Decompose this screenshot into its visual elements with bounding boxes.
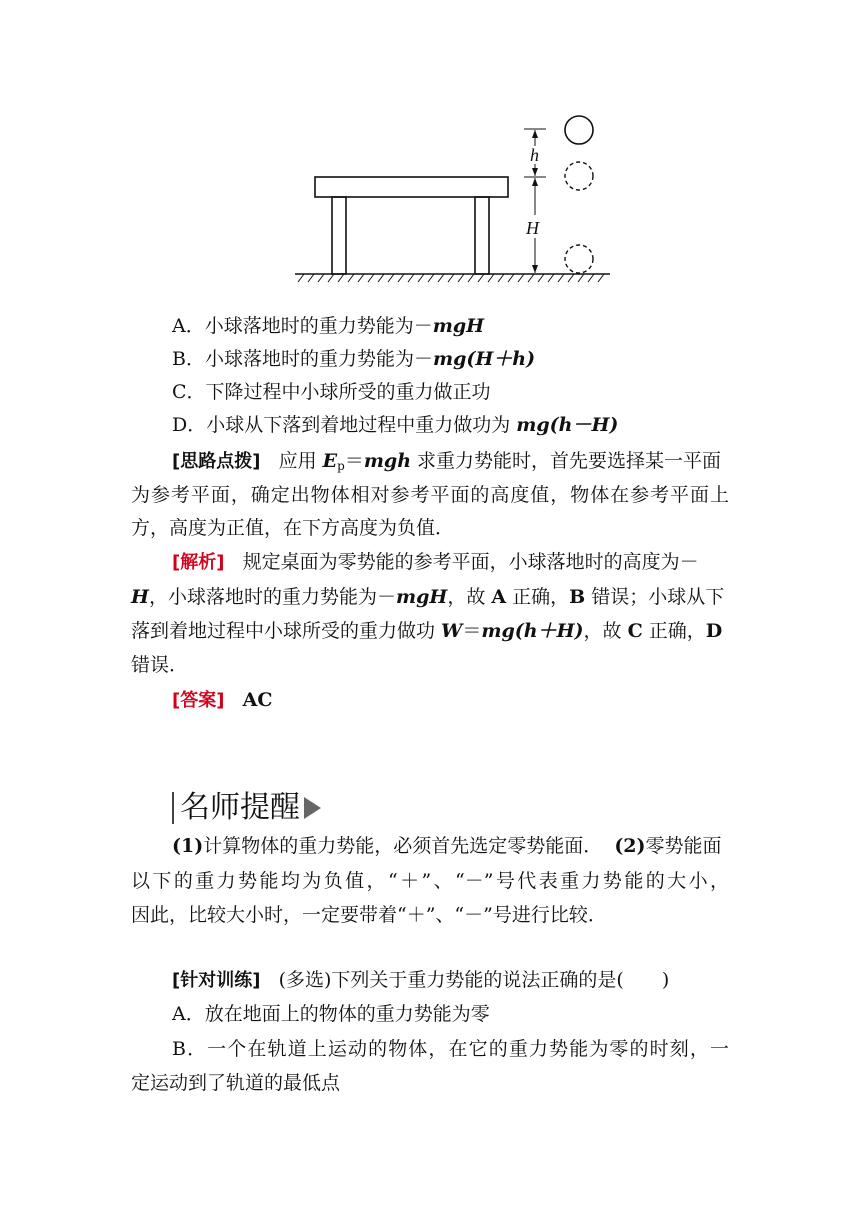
ball-ground [565,245,593,273]
analysis-line-1 [172,548,729,577]
analysis-text-2c: 正确， [506,586,570,608]
arrow-H-bottom [532,265,538,273]
training-option-a: A．放在地面上的物体的重力势能为零 [172,1003,490,1025]
analysis-text-2d: 错误；小球从下 [585,586,725,608]
ball-start [565,116,593,144]
arrow-H-top [532,178,538,186]
table-leg-right [475,197,489,274]
table-ball-diagram [290,110,620,290]
training-option-b-line-1: B．一个在轨道上运动的物体，在它的重力势能为零的时刻，一 [172,1038,729,1060]
hint-line-3: 方，高度为正值，在下方高度为负值． [131,517,455,539]
label-H: H [526,218,539,238]
reminder-line-1 [172,832,729,860]
reminder-text-2: 零势能面 [645,835,722,857]
reminder-num-1: (1) [172,835,204,857]
analysis-W: W [441,620,463,642]
option-c [172,378,491,406]
table-top [315,177,508,197]
analysis-line-2 [131,583,724,611]
option-a [172,312,484,340]
reminder-num-2: (2) [614,835,646,857]
reminder-line-2: 以下的重力势能均为负值，“＋”、“－”号代表重力势能的大小， [131,870,729,892]
option-d [172,411,618,439]
analysis-text-3c: 正确， [642,620,706,642]
option-b-text: B．小球落地时的重力势能为－ [172,348,433,370]
arrow-h-top [532,130,538,138]
hint-eq: ＝ [344,450,364,472]
analysis-H: H [131,586,149,608]
hint-formula: mgh [363,450,412,472]
training-tag: [针对训练] [172,970,261,991]
analysis-mgH: mgH [395,586,448,608]
training-option-b-line-2: 定运动到了轨道的最低点 [131,1072,341,1094]
analysis-line-4: 错误． [131,654,189,676]
analysis-C: C [627,620,643,642]
arrow-h-bottom [532,168,538,176]
reminder-line-3: 因此，比较大小时，一定要带着“＋”、“－”号进行比较． [131,904,607,926]
hint-text-c: 求重力势能时，首先要选择某一平面 [411,450,722,472]
analysis-text-1: 规定桌面为零势能的参考平面，小球落地时的高度为－ [242,551,699,573]
analysis-tag: [解析] [172,552,225,573]
hint-line-2: 为参考平面，确定出物体相对参考平面的高度值，物体在参考平面上 [131,484,729,506]
hint-line-1 [172,447,729,480]
reminder-text-1: 计算物体的重力势能，必须首先选定零势能面． [203,835,603,857]
option-a-text: A．小球落地时的重力势能为－ [172,315,433,337]
analysis-text-3b: ，故 [583,620,628,642]
analysis-text-3a: 落到着地过程中小球所受的重力做功 [131,620,442,642]
analysis-work-formula: mg(h＋H) [481,620,584,642]
hint-sub-p: p [337,459,345,473]
option-d-text: D．小球从下落到着地过程中重力做功为 [172,414,517,436]
answer-tag: [答案] [172,690,225,711]
analysis-A: A [491,586,507,608]
option-b-formula: mg(H＋h) [432,348,536,370]
play-triangle-icon [304,797,321,819]
table-leg-left [332,197,346,274]
reminder-heading [172,788,321,828]
option-d-formula: mg(h－H) [516,414,619,436]
analysis-eq: ＝ [462,620,482,642]
analysis-text-2b: ，故 [447,586,492,608]
analysis-D: D [705,620,723,642]
option-b [172,345,535,373]
label-h: h [530,145,539,165]
ground-hatch [298,274,604,282]
hint-tag: [思路点拨] [172,451,261,472]
training-question [172,966,669,995]
option-a-formula: mgH [432,315,485,337]
reminder-heading-text: 名师提醒 [180,790,300,825]
hint-text-a: 应用 [278,450,323,472]
ball-table-level [565,162,593,190]
analysis-B: B [569,586,586,608]
analysis-line-3 [131,617,722,645]
answer-line [172,686,272,715]
training-question-text: (多选)下列关于重力势能的说法正确的是( ) [278,969,670,991]
hint-e: E [322,450,338,472]
answer-value: AC [242,689,273,711]
option-c-text: C．下降过程中小球所受的重力做正功 [172,381,491,403]
analysis-text-2a: ，小球落地时的重力势能为－ [148,586,396,608]
heading-bar [172,792,174,824]
